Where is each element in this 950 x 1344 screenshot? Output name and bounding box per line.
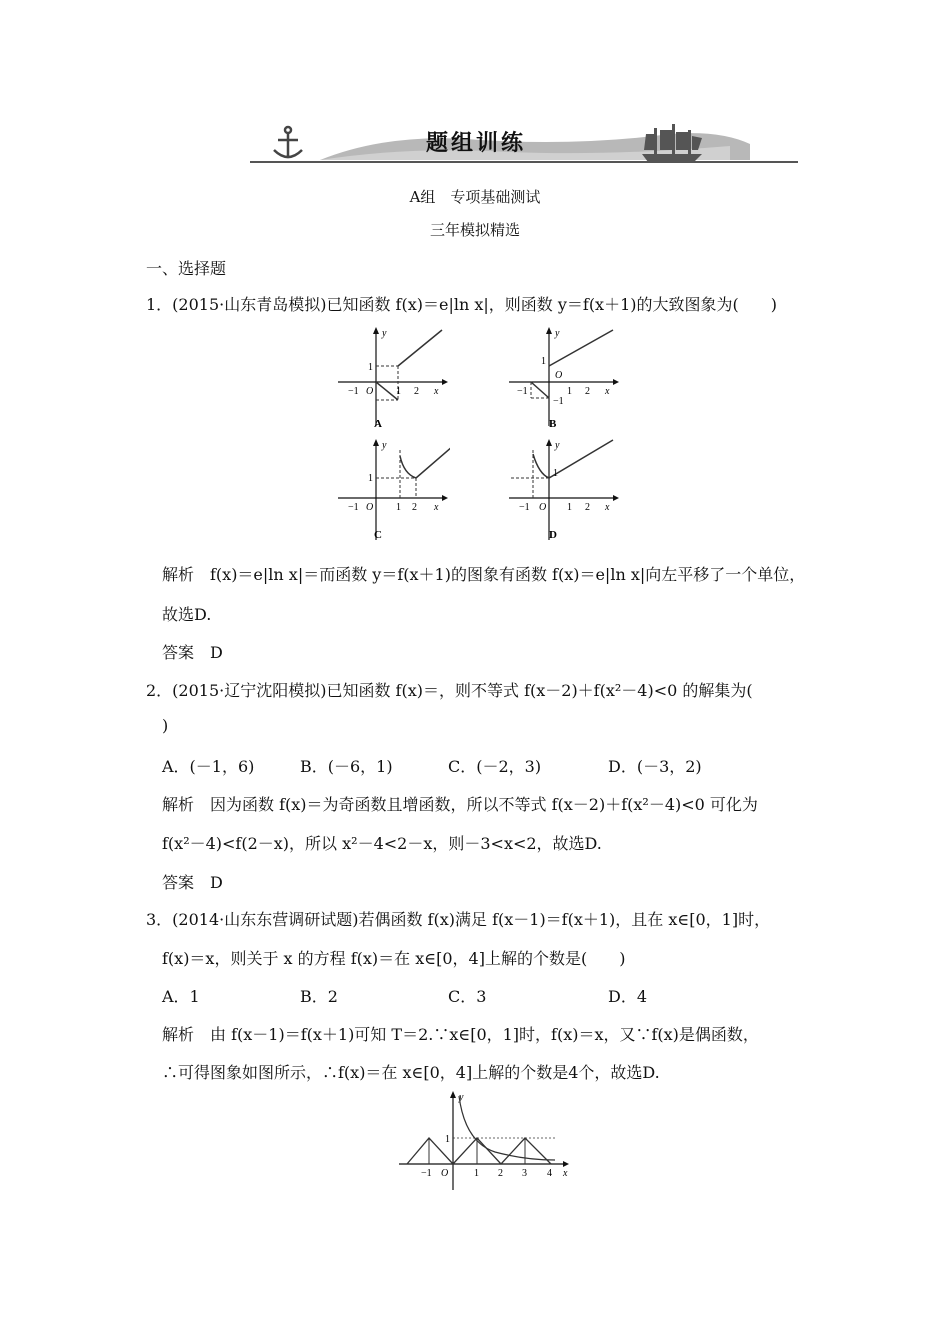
q2-option-d: D．(－3，2) bbox=[608, 757, 702, 776]
q1-analysis-line1: 解析 f(x)＝e|ln x|＝而函数 y＝f(x＋1)的图象有函数 f(x)＝e|ln x|向左平移了一个单位， bbox=[162, 565, 806, 584]
q2-option-b: B．(－6，1) bbox=[300, 757, 393, 776]
header-banner bbox=[250, 120, 802, 168]
q2-stem-line1: 2．(2015·辽宁沈阳模拟)已知函数 f(x)＝，则不等式 f(x－2)＋f(x²－4)<0 的解集为( bbox=[146, 681, 753, 700]
x-axis-label: x bbox=[434, 386, 439, 397]
x-axis-label: x bbox=[434, 502, 439, 513]
origin-label: O bbox=[555, 370, 563, 381]
q3-analysis-line2: ∴可得图象如图所示，∴f(x)＝在 x∈[0，4]上解的个数是4个，故选D. bbox=[162, 1063, 660, 1082]
graph-label: A bbox=[374, 418, 382, 430]
tick-2x: 2 bbox=[585, 502, 590, 513]
q1-analysis-line2: 故选D. bbox=[162, 605, 212, 624]
origin-label: O bbox=[441, 1168, 449, 1179]
tick-3x: 3 bbox=[522, 1168, 527, 1179]
q3-graph bbox=[395, 1090, 575, 1194]
y-axis-label: y bbox=[555, 328, 560, 339]
tick-2x: 2 bbox=[585, 386, 590, 397]
q2-analysis-line2: f(x²－4)<f(2－x)，所以 x²－4<2－x，则－3<x<2，故选D. bbox=[162, 834, 602, 853]
q1-answer: 答案 D bbox=[162, 643, 223, 662]
tick-neg1-y: −1 bbox=[553, 396, 564, 407]
q1-graph-d bbox=[505, 436, 625, 544]
section-heading: 一、选择题 bbox=[146, 259, 227, 278]
sub-title: 三年模拟精选 bbox=[429, 221, 520, 239]
tick-1x: 1 bbox=[396, 386, 401, 397]
q3-option-c: C．3 bbox=[448, 987, 487, 1006]
tick-neg1: −1 bbox=[517, 386, 528, 397]
tick-1: 1 bbox=[368, 473, 373, 484]
y-axis-label: y bbox=[382, 440, 387, 451]
tick-1: 1 bbox=[553, 468, 558, 479]
tick-neg1: −1 bbox=[348, 502, 359, 513]
tick-1x: 1 bbox=[474, 1168, 479, 1179]
q3-option-d: D．4 bbox=[608, 987, 648, 1006]
x-axis-label: x bbox=[605, 386, 610, 397]
q3-option-a: A．1 bbox=[162, 987, 200, 1006]
tick-2x: 2 bbox=[414, 386, 419, 397]
origin-label: O bbox=[539, 502, 547, 513]
q3-option-b: B．2 bbox=[300, 987, 338, 1006]
banner-title: 题组训练 bbox=[426, 131, 527, 156]
q2-option-a: A．(－1，6) bbox=[162, 757, 255, 776]
tick-2x: 2 bbox=[498, 1168, 503, 1179]
y-axis-label: y bbox=[555, 440, 560, 451]
graph-label: B bbox=[549, 418, 557, 430]
q2-option-c: C．(－2，3) bbox=[448, 757, 542, 776]
tick-neg1: −1 bbox=[519, 502, 530, 513]
anchor-icon bbox=[274, 127, 302, 158]
tick-1x: 1 bbox=[567, 502, 572, 513]
graph-label: D bbox=[549, 529, 557, 541]
y-axis-label: y bbox=[459, 1092, 464, 1103]
origin-label: O bbox=[366, 502, 374, 513]
tick-4x: 4 bbox=[547, 1168, 552, 1179]
q2-answer: 答案 D bbox=[162, 873, 223, 892]
x-axis-label: x bbox=[605, 502, 610, 513]
q2-stem-line2: ) bbox=[162, 716, 169, 735]
tick-neg1: −1 bbox=[421, 1168, 432, 1179]
q1-graph-a bbox=[330, 324, 450, 432]
tick-1x: 1 bbox=[567, 386, 572, 397]
origin-label: O bbox=[366, 386, 374, 397]
q2-analysis-line1: 解析 因为函数 f(x)＝为奇函数且增函数，所以不等式 f(x－2)＋f(x²－4)<0 可化为 bbox=[162, 795, 758, 814]
q1-graph-c bbox=[330, 436, 450, 544]
tick-neg1: −1 bbox=[348, 386, 359, 397]
q3-analysis-line1: 解析 由 f(x－1)＝f(x＋1)可知 T＝2.∵x∈[0，1]时，f(x)＝x，又∵f(x)是偶函数， bbox=[162, 1025, 759, 1044]
tick-1: 1 bbox=[445, 1134, 450, 1145]
tick-1x: 1 bbox=[396, 502, 401, 513]
tick-1: 1 bbox=[541, 356, 546, 367]
group-title: A组 专项基础测试 bbox=[409, 188, 541, 206]
q3-stem-line1: 3．(2014·山东东营调研试题)若偶函数 f(x)满足 f(x－1)＝f(x＋1)，且在 x∈[0，1]时， bbox=[146, 910, 771, 929]
tick-2x: 2 bbox=[412, 502, 417, 513]
ship-icon bbox=[642, 124, 702, 162]
graph-label: C bbox=[374, 529, 382, 541]
tick-1: 1 bbox=[368, 362, 373, 373]
q1-graph-b bbox=[505, 324, 625, 432]
q1-stem: 1．(2015·山东青岛模拟)已知函数 f(x)＝e|ln x|，则函数 y＝f(x＋1)的大致图象为( ) bbox=[146, 295, 777, 314]
q3-stem-line2: f(x)＝x，则关于 x 的方程 f(x)＝在 x∈[0，4]上解的个数是( ) bbox=[162, 949, 626, 968]
x-axis-label: x bbox=[563, 1168, 568, 1179]
y-axis-label: y bbox=[382, 328, 387, 339]
